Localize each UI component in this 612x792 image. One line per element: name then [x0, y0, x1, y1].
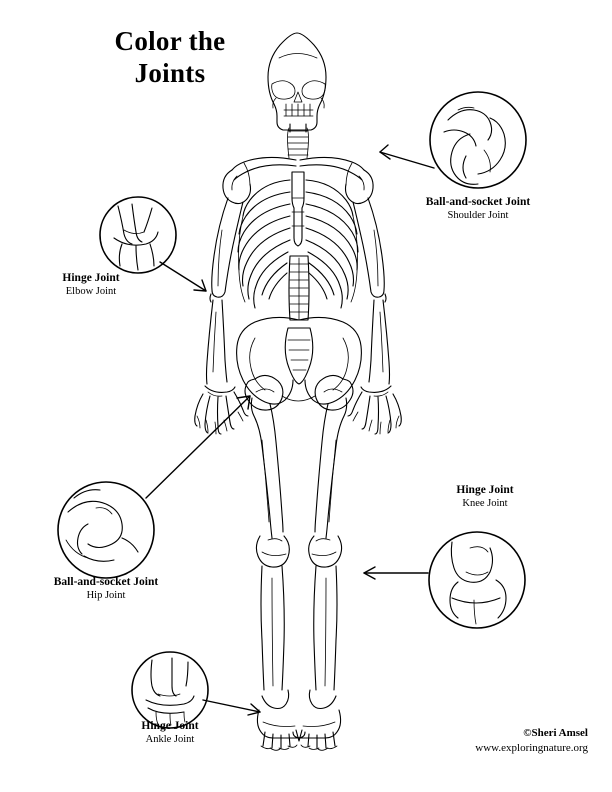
right-leg — [293, 398, 347, 750]
callout-label-knee-title: Hinge Joint — [456, 484, 514, 496]
callout-label-ankle — [100, 720, 240, 746]
callout-circle-ankle — [132, 652, 208, 728]
left-leg — [251, 398, 305, 750]
callout-circle-shoulder — [430, 92, 526, 188]
callout-label-shoulder — [393, 196, 563, 222]
skull-group — [268, 33, 326, 130]
callout-label-shoulder-subtitle: Shoulder Joint — [447, 209, 509, 221]
cervical-spine — [288, 124, 309, 158]
callout-label-hip-title: Ball-and-socket Joint — [53, 576, 159, 588]
callout-label-ankle-title: Hinge Joint — [141, 720, 199, 732]
callout-label-ankle-subtitle: Ankle Joint — [145, 733, 195, 745]
callout-label-elbow-subtitle: Elbow Joint — [65, 285, 117, 297]
callout-circle-hip — [58, 482, 154, 578]
callout-label-elbow-title: Hinge Joint — [62, 272, 120, 284]
page-title-line1: Color the — [114, 26, 226, 56]
lumbar-spine — [289, 256, 309, 320]
clavicle-and-shoulder-girdle — [223, 157, 373, 203]
callout-label-hip — [16, 576, 196, 602]
callout-label-knee — [410, 484, 560, 510]
callout-label-knee-subtitle: Knee Joint — [462, 497, 508, 509]
pelvis — [237, 317, 362, 410]
page-title-line2: Joints — [134, 57, 206, 88]
callout-label-elbow — [26, 272, 156, 298]
callout-label-shoulder-title: Ball-and-socket Joint — [425, 196, 531, 208]
callout-circle-elbow — [100, 197, 176, 273]
credit-website: www.exploringnature.org — [475, 742, 588, 755]
callout-circle-knee — [429, 532, 525, 628]
credit-block — [475, 726, 588, 756]
callout-label-hip-subtitle: Hip Joint — [86, 589, 126, 601]
credit-author: ©Sheri Amsel — [523, 727, 588, 740]
